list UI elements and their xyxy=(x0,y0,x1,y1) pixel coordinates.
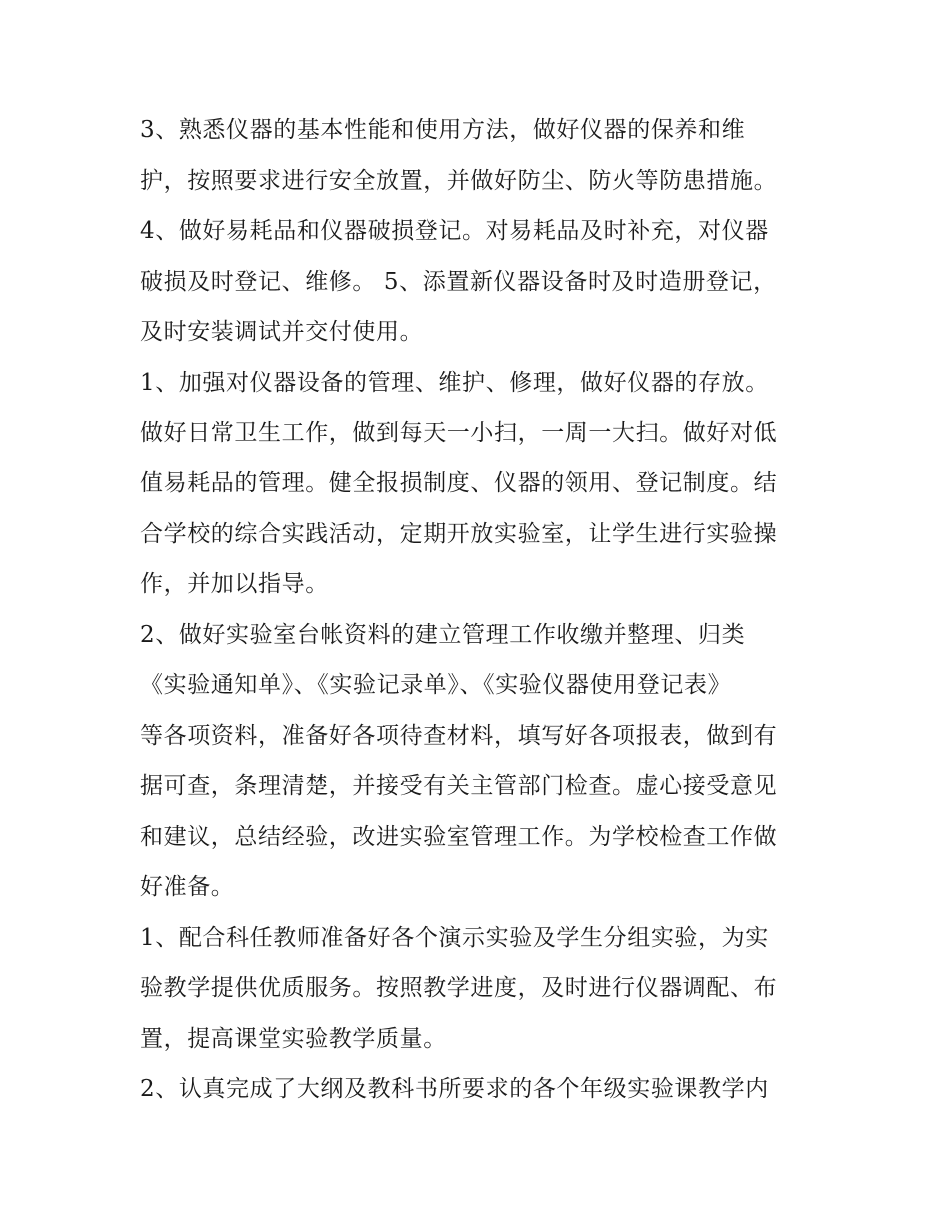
text-line: 3、熟悉仪器的基本性能和使用方法，做好仪器的保养和维 xyxy=(140,117,746,143)
text-line: 据可查，条理清楚，并接受有关主管部门检查。虚心接受意见 xyxy=(140,773,778,799)
text-line: 和建议，总结经验，改进实验室管理工作。为学校检查工作做 xyxy=(140,824,778,850)
text-line: 值易耗品的管理。健全报损制度、仪器的领用、登记制度。结 xyxy=(140,470,778,496)
text-line: 置，提高课堂实验教学质量。 xyxy=(140,1026,447,1052)
text-line: 作，并加以指导。 xyxy=(140,571,329,597)
text-line: 护，按照要求进行安全放置，并做好防尘、防火等防患措施。 xyxy=(140,168,778,194)
text-line: 等各项资料，准备好各项待查材料，填写好各项报表，做到有 xyxy=(140,723,778,749)
text-line: 好准备。 xyxy=(140,874,235,900)
text-line: 做好日常卫生工作，做到每天一小扫，一周一大扫。做好对低 xyxy=(140,420,778,446)
text-line: 1、加强对仪器设备的管理、维护、修理，做好仪器的存放。 xyxy=(140,370,769,396)
text-line: 破损及时登记、维修。 5、添置新仪器设备时及时造册登记， xyxy=(140,269,777,295)
text-line: 《实验通知单》、《实验记录单》、《实验仪器使用登记表》 xyxy=(140,672,732,698)
text-line: 及时安装调试并交付使用。 xyxy=(140,319,424,345)
text-line: 1、配合科任教师准备好各个演示实验及学生分组实验，为实 xyxy=(140,925,769,951)
text-line: 2、认真完成了大纲及教科书所要求的各个年级实验课教学内 xyxy=(140,1076,769,1102)
text-line: 2、做好实验室台帐资料的建立管理工作收缴并整理、归类 xyxy=(140,622,746,648)
text-line: 合学校的综合实践活动，定期开放实验室，让学生进行实验操 xyxy=(140,521,778,547)
text-line: 验教学提供优质服务。按照教学进度，及时进行仪器调配、布 xyxy=(140,975,778,1001)
text-line: 4、做好易耗品和仪器破损登记。对易耗品及时补充，对仪器 xyxy=(140,218,769,244)
